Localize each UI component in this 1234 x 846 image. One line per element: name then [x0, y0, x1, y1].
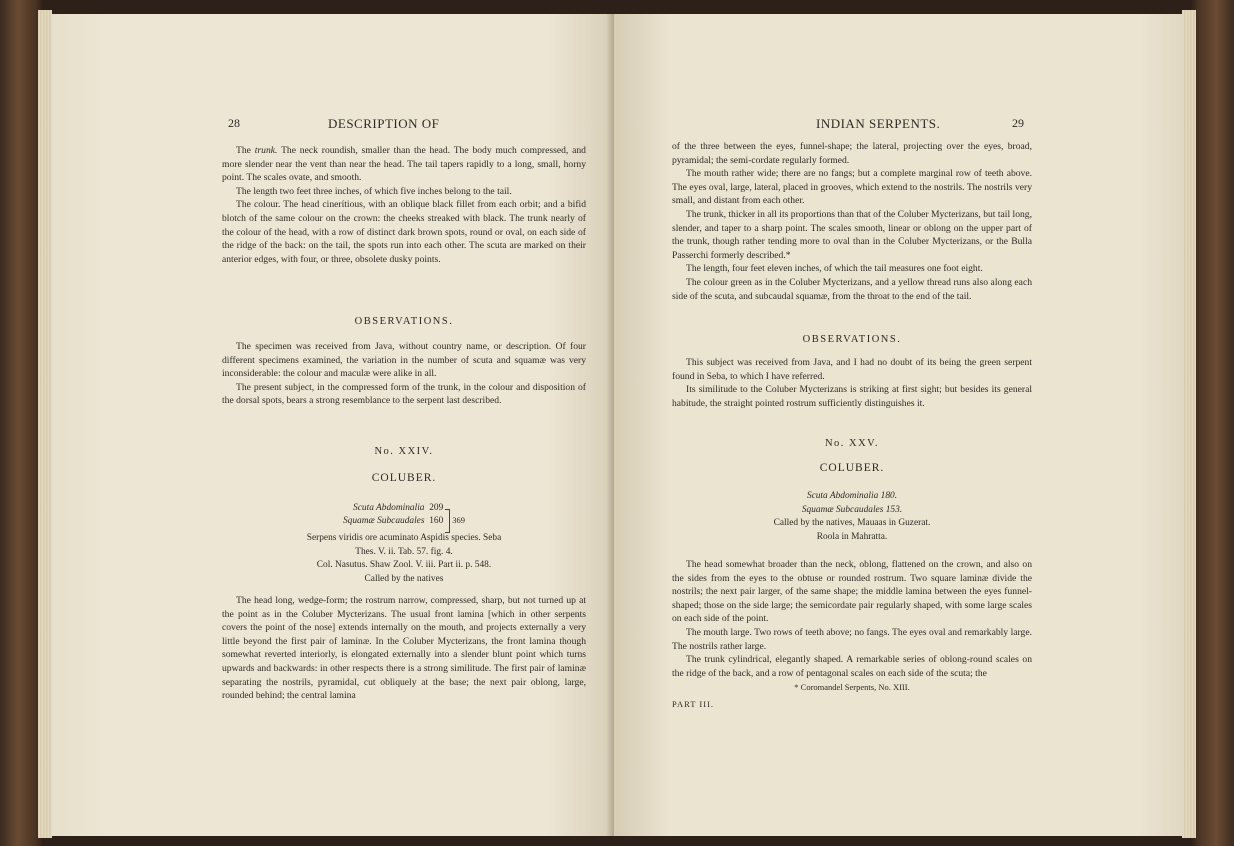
footnote: * Coromandel Serpents, No. XIII. — [794, 682, 910, 692]
genus-heading: COLUBER. — [371, 472, 437, 484]
length-paragraph: The length two feet three inches, of which five inches belong to the tail. — [236, 185, 512, 197]
scuta-line: Scuta Abdominalia 180. — [806, 491, 898, 501]
synonym-line: Serpens viridis ore acuminato Aspidis species. Seba — [306, 533, 502, 543]
scale-count-block — [222, 502, 586, 533]
head-description — [222, 594, 586, 703]
synonym-line: Called by the natives — [364, 573, 444, 584]
mouth-paragraph: The mouth rather wide; there are no fangs; but a complete marginal row of teeth above. The eyes oval, large, lateral, placed in grooves, which extend to the nostrils. The nostrils very small, and distant from each other. — [672, 168, 1032, 207]
observation-paragraph: The present subject, in the compressed form of the trunk, in the colour and disposition of the dorsal spots, bears a strong resemblance to the serpent last described. — [222, 381, 586, 407]
left-page — [52, 14, 614, 836]
description-block — [222, 144, 586, 266]
colour-paragraph: The colour. The head cinerítious, with an oblique black fillet from each orbit; and a bifid blotch of the same colour on the crown: the cheeks streaked with black. The trunk nearly of the colour of the head, with a row of distinct dark brown spots, round or oval, on each side of the ridge of the back: on the tail, the spots run into each other. The scuta are marked on their anterior edges, with four, or three, obsolete dusky points. — [222, 199, 586, 265]
trunk-paragraph: The trunk, thicker in all its proportions than that of the Coluber Mycterizans, but tail long, slender, and taper to a sharp point. The scales smooth, linear or oblong on the upper part of the trunk, though rather tending more to oval than in the Coluber Mycterizans, or the Bulla Passerchi formerly described.* — [672, 208, 1032, 261]
head-description — [672, 558, 1032, 680]
book-cover-right — [1190, 0, 1234, 846]
running-head: INDIAN SERPENTS. — [816, 116, 941, 131]
synonymy-block — [222, 532, 586, 586]
native-name-line: Called by the natives, Mauaas in Guzerat. — [773, 518, 931, 528]
observation-paragraph: Its similitude to the Coluber Mycterizans is striking at first sight; but besides its general habitude, the straight pointed rostrum sufficiently distinguishes it. — [672, 384, 1032, 409]
native-name-line: Roola in Mahratta. — [816, 531, 888, 542]
page-edges-left — [38, 10, 52, 838]
observation-paragraph: This subject was received from Java, and I had no doubt of its being the green serpent found in Seba, to which I have referred. — [672, 357, 1032, 382]
brace — [445, 509, 450, 533]
italic-term: trunk. — [254, 145, 278, 156]
trunk-paragraph: The trunk cylindrical, elegantly shaped. A remarkable series of oblong-round scales on the ridge of the back, and a row of pentagonal scales on each side of the scuta; the — [672, 654, 1032, 679]
page-number: 29 — [1012, 116, 1024, 130]
scuta-label: Scuta Abdominalia — [353, 503, 425, 513]
head-paragraph: The head somewhat broader than the neck, oblong, flattened on the crown, and also on the sides from the eyes to the obtuse or rounded rostrum. Two square laminæ divide the nostrils; the next pair larger, of the same shape; the middle lamina between the eyes funnel-shaped; those on the side large; the semicordate pair regularly shaped, with some large scales on each side of the point. — [672, 559, 1032, 625]
trunk-paragraph: The trunk. The neck roundish, smaller than the head. The body much compressed, and more slender near the vent than near the head. The tail tapers rapidly to a long, small, horny point. The scales ovate, and smooth. — [222, 145, 586, 184]
part-mark: PART III. — [672, 699, 715, 709]
head-paragraph: The head long, wedge-form; the rostrum narrow, compressed, sharp, but not turned up at the point as in the Coluber Mycterizans. The usual front lamina [which in other serpents covers the point of the nose] extends internally on the mouth, and projects externally a very little beyond the first pair of laminæ. In the Coluber Mycterizans, the front lamina though somewhat reverted interiorly, is elongated externally into a slender blunt point which turns upwards and backwards: in other respects there is a strong similitude. The first pair of laminæ separating the nostrils, pyramidal, cut obliquely at the base; the next pair oblong, large, rounded behind; the central lamina — [222, 595, 586, 702]
page-number: 28 — [228, 116, 240, 130]
scuta-value: 209 — [429, 503, 444, 513]
observations-heading: OBSERVATIONS. — [354, 316, 454, 327]
scale-count-block — [672, 490, 1032, 544]
running-head: DESCRIPTION OF — [328, 116, 440, 131]
species-number: No. XXIV. — [374, 446, 434, 457]
description-block — [672, 140, 1032, 303]
length-paragraph: The length, four feet eleven inches, of which the tail measures one foot eight. — [686, 263, 983, 275]
observations-block — [222, 340, 586, 408]
squamae-line: Squamæ Subcaudales 153. — [801, 504, 903, 515]
genus-heading: COLUBER. — [819, 462, 885, 474]
species-number: No. XXV. — [824, 438, 880, 449]
squamae-value: 160 — [429, 516, 444, 526]
synonym-line: Col. Nasutus. Shaw Zool. V. iii. Part ii. p. 548. — [316, 560, 492, 570]
total-value: 369 — [452, 515, 465, 526]
right-page — [614, 14, 1184, 836]
squamae-label: Squamæ Subcaudales — [342, 516, 425, 526]
colour-paragraph: The colour green as in the Coluber Mycterizans, and a yellow thread runs also along each side of the scuta, and subcaudal squamæ, from the throat to the end of the tail. — [672, 276, 1032, 302]
page-edges-right — [1182, 10, 1196, 838]
observation-paragraph: The specimen was received from Java, without country name, or description. Of four different specimens examined, the variation in the number of scuta and squamæ was very inconsiderable: the colour and maculæ were alike in all. — [222, 341, 586, 380]
mouth-paragraph: The mouth large. Two rows of teeth above; no fangs. The eyes oval and remarkably large. The nostrils rather large. — [672, 626, 1032, 652]
scale-counts — [343, 502, 443, 528]
continued-paragraph: of the three between the eyes, funnel-shape; the lateral, projecting over the eyes, broad, pyramidal; the semi-cordate regularly formed. — [672, 141, 1032, 166]
observations-block — [672, 356, 1032, 410]
observations-heading: OBSERVATIONS. — [802, 334, 902, 345]
synonym-line: Thes. V. ii. Tab. 57. fig. 4. — [355, 546, 453, 557]
